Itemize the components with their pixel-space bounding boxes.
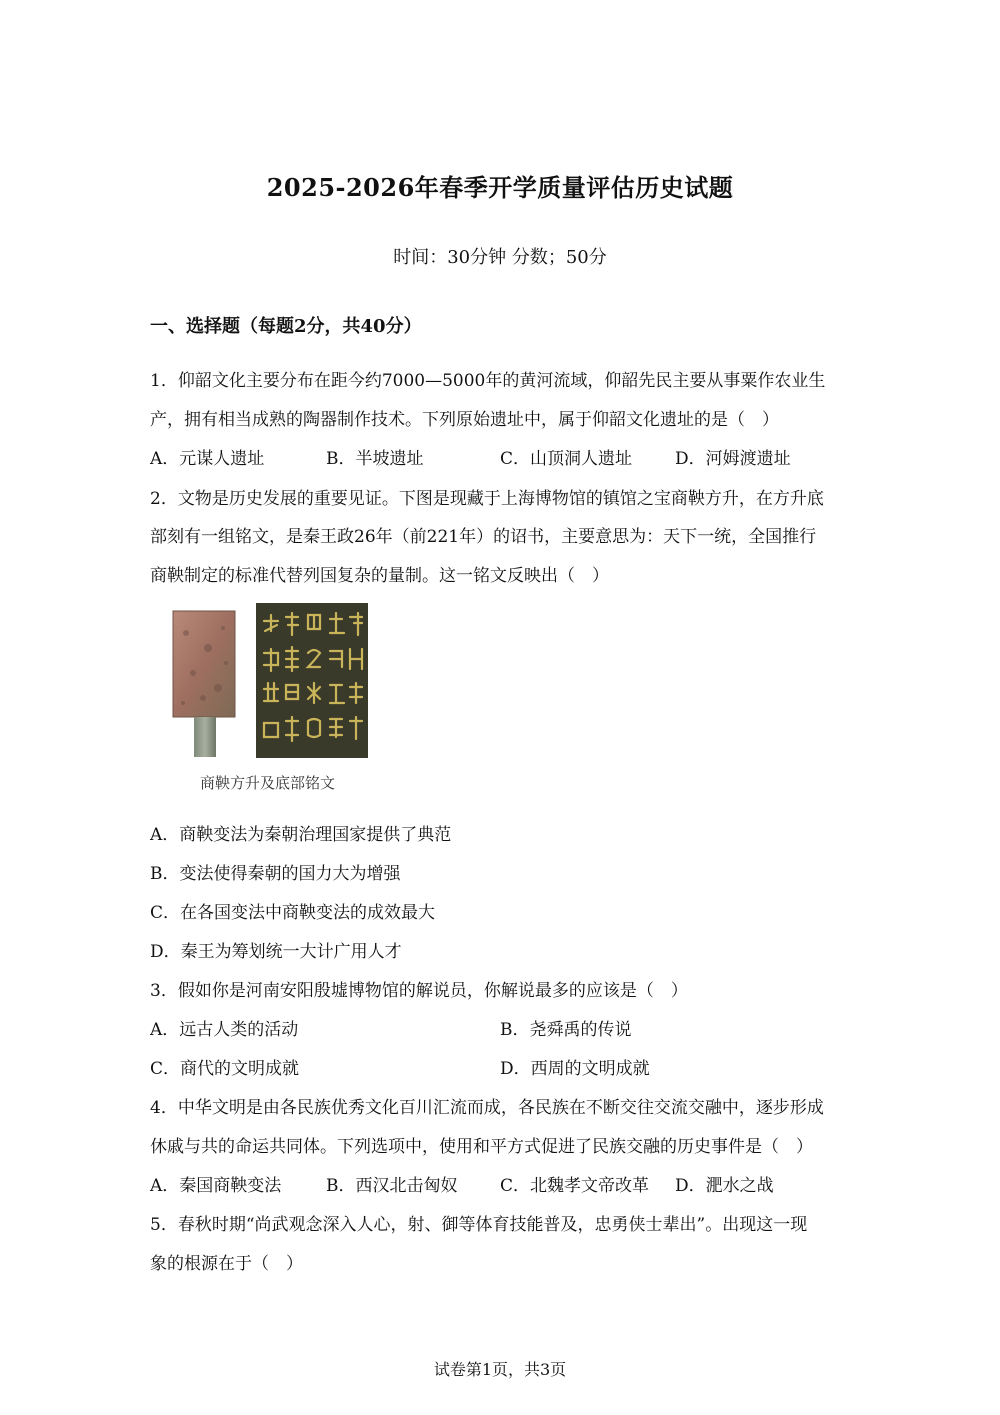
question-4-option-c: C．北魏孝文帝改革 <box>500 1176 650 1196</box>
figure-caption: 商鞅方升及底部铭文 <box>200 774 336 792</box>
question-2-option-a: A．商鞅变法为秦朝治理国家提供了典范 <box>150 825 452 845</box>
exam-info: 时间：30分钟 分数；50分 <box>393 247 607 268</box>
question-4-line-1: 4．中华文明是由各民族优秀文化百川汇流而成，各民族在不断交往交流交融中，逐步形成 <box>150 1098 824 1118</box>
question-4-option-b: B．西汉北击匈奴 <box>326 1176 458 1196</box>
question-5-line-2: 象的根源在于（ ） <box>150 1254 303 1274</box>
page-title: 2025-2026年春季开学质量评估历史试题 <box>266 173 734 202</box>
question-4-option-d: D．淝水之战 <box>675 1176 774 1196</box>
question-3-option-d: D．西周的文明成就 <box>500 1059 650 1079</box>
question-3-option-c: C．商代的文明成就 <box>150 1059 300 1079</box>
question-1-line-1: 1．仰韶文化主要分布在距今约7000—5000年的黄河流域，仰韶先民主要从事粟作农业生 <box>150 371 826 391</box>
question-2-line-2: 部刻有一组铭文，是秦王政26年（前221年）的诏书，主要意思为：天下一统，全国推行 <box>150 527 817 547</box>
question-1-option-d: D．河姆渡遗址 <box>675 449 791 469</box>
question-1-line-2: 产，拥有相当成熟的陶器制作技术。下列原始遗址中，属于仰韶文化遗址的是（ ） <box>150 410 779 430</box>
question-5-line-1: 5．春秋时期“尚武观念深入人心，射、御等体育技能普及，忠勇侠士辈出”。出现这一现 <box>150 1215 808 1235</box>
question-2-option-d: D．秦王为筹划统一大计广用人才 <box>150 942 402 962</box>
question-1-option-b: B．半坡遗址 <box>326 449 424 469</box>
question-2-line-3: 商鞅制定的标准代替列国复杂的量制。这一铭文反映出（ ） <box>150 566 609 586</box>
shang-yang-fangsheng-image <box>168 603 368 763</box>
question-2-option-b: B．变法使得秦朝的国力大为增强 <box>150 864 401 884</box>
question-3-option-b: B．尧舜禹的传说 <box>500 1020 632 1040</box>
question-3-option-a: A．远古人类的活动 <box>150 1020 299 1040</box>
question-4-option-a: A．秦国商鞅变法 <box>150 1176 282 1196</box>
question-1-option-c: C．山顶洞人遗址 <box>500 449 633 469</box>
question-2-option-c: C．在各国变法中商鞅变法的成效最大 <box>150 903 436 923</box>
question-1-option-a: A．元谋人遗址 <box>150 449 265 469</box>
page-footer: 试卷第1页，共3页 <box>433 1360 567 1379</box>
section-heading: 一、选择题（每题2分，共40分） <box>150 316 422 337</box>
question-3-line-1: 3．假如你是河南安阳殷墟博物馆的解说员，你解说最多的应该是（ ） <box>150 981 688 1001</box>
question-2-line-1: 2．文物是历史发展的重要见证。下图是现藏于上海博物馆的镇馆之宝商鞅方升，在方升底 <box>150 489 824 509</box>
question-4-line-2: 休戚与共的命运共同体。下列选项中，使用和平方式促进了民族交融的历史事件是（ ） <box>150 1137 813 1157</box>
